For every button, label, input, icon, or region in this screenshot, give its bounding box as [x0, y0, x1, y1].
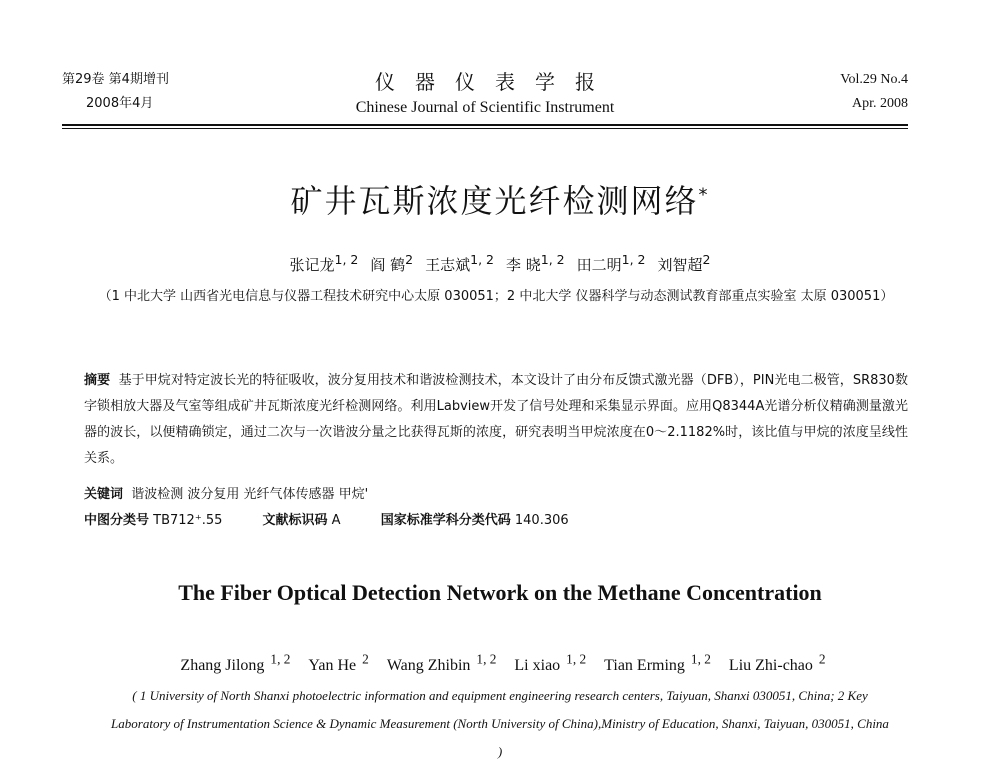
volume-info-en — [768, 68, 908, 116]
header-rule-thin — [62, 128, 908, 129]
author-affiliation-mark: 2 — [362, 652, 369, 667]
volume-info — [62, 68, 262, 116]
author — [425, 252, 494, 274]
author-name: 田二明 — [576, 256, 622, 274]
keywords-label: 关键词 — [84, 487, 124, 502]
author-affiliation-mark: 2 — [702, 252, 711, 267]
authors-cn — [0, 252, 1000, 275]
author-affiliation-mark: 1, 2 — [566, 652, 587, 667]
author — [723, 652, 826, 675]
author-name: Yan He — [308, 657, 357, 675]
subject-value: 140.306 — [514, 513, 569, 528]
author-name: 李 晓 — [506, 256, 541, 274]
keywords-text: 谐波检测 波分复用 光纤气体传感器 甲烷' — [131, 487, 369, 502]
authors-en — [0, 652, 1000, 675]
author-name: Wang Zhibin — [386, 657, 471, 675]
author-affiliation-mark: 2 — [818, 652, 826, 667]
author-name: 王志斌 — [425, 256, 471, 274]
author — [657, 252, 711, 274]
author — [370, 252, 414, 274]
affiliation-cn: （1 中北大学 山西省光电信息与仪器工程技术研究中心太原 030051；2 中北大学 仪器科学与动态测试教育部重点实验室 太原 030051） — [98, 289, 894, 304]
author-name: 阎 鹤 — [370, 256, 406, 274]
keywords-cn — [84, 482, 908, 508]
abstract-text: 基于甲烷对特定波长光的特征吸收，波分复用技术和谐波检测技术，本文设计了由分布反馈式激光器（DFB），PIN光电二极管，SR830数字锁相放大器及气室等组成矿井瓦斯浓度光纤检测网络。利用Labview开发了信号处理和采集显示界面。应用Q8344A光谱分析仪精确测量激光器的波长，以便精确锁定，通过二次与一次谐波分量之比获得瓦斯的浓度，研究表明当甲烷浓度在0～2.1182%时，该比值与甲烷的浓度呈线性关系。 — [84, 373, 909, 466]
author-affiliation-mark: 2 — [405, 252, 414, 267]
author — [381, 652, 497, 675]
classification-line — [84, 508, 908, 534]
author-name: Li xiao — [514, 657, 561, 675]
author-name: Tian Erming — [604, 657, 685, 675]
subject-label: 国家标准学科分类代码 — [380, 513, 511, 528]
author-name: 刘智超 — [657, 256, 703, 274]
volume-issue-en: Vol.29 No.4 — [840, 72, 908, 87]
paper-title-cn: 矿井瓦斯浓度光纤检测网络* — [290, 182, 710, 220]
author-affiliation-mark: 1, 2 — [621, 252, 646, 267]
author-affiliation-mark: 1, 2 — [476, 652, 497, 667]
author-name: 张记龙 — [289, 256, 335, 274]
doc-value: A — [331, 513, 341, 528]
author-affiliation-mark: 1, 2 — [470, 252, 494, 267]
author-affiliation-mark: 1, 2 — [334, 252, 359, 267]
title-footnote-mark: * — [698, 184, 710, 206]
clc-value: TB712⁺.55 — [153, 513, 223, 528]
author-affiliation-mark: 1, 2 — [540, 252, 565, 267]
author — [598, 652, 711, 675]
running-header — [62, 68, 908, 126]
author — [302, 652, 369, 675]
author-name: Zhang Jilong — [180, 657, 265, 675]
affiliation-en: ( 1 University of North Shanxi photoelectric information and equipment engineering research centers, Taiyuan, Shanxi 030051, China; 2 Key Laboratory of Instrumentation Science & Dynamic Measurement (North University of China),Ministry of Education, Shanxi, Taiyuan, 030051, China ) — [111, 688, 889, 759]
journal-name — [275, 68, 695, 120]
volume-issue: 第29卷 第4期增刊 — [62, 72, 169, 87]
author — [506, 252, 565, 274]
paper-title-en: The Fiber Optical Detection Network on the Methane Concentration — [178, 580, 822, 605]
author — [576, 252, 646, 274]
header-rule — [62, 124, 908, 126]
date-cn: 2008年4月 — [86, 96, 154, 111]
clc-label: 中图分类号 — [84, 513, 150, 528]
journal-name-en: Chinese Journal of Scientific Instrument — [355, 99, 615, 116]
author-affiliation-mark: 1, 2 — [270, 652, 291, 667]
author-name: Liu Zhi-chao — [728, 657, 813, 675]
abstract-label: 摘要 — [84, 373, 111, 388]
journal-name-cn: 仪器仪表学报 — [375, 70, 615, 94]
author — [289, 252, 359, 274]
author — [508, 652, 587, 675]
date-en: Apr. 2008 — [852, 96, 908, 111]
author-affiliation-mark: 1, 2 — [690, 652, 711, 667]
abstract-cn — [84, 368, 908, 472]
author — [174, 652, 291, 675]
doc-label: 文献标识码 — [262, 513, 328, 528]
